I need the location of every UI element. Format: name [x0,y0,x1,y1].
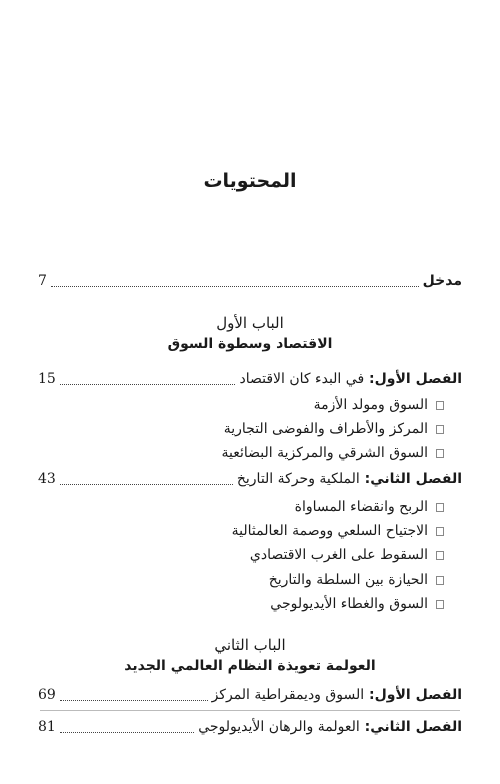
part-heading: الباب الثاني [214,636,286,654]
toc-section[interactable]: السقوط على الغرب الاقتصادي [250,544,444,566]
dot-leader [60,484,233,485]
square-bullet-icon [436,401,444,410]
square-bullet-icon [436,551,444,560]
toc-section[interactable]: الاجتياح السلعي ووصمة العالمثالية [232,520,444,542]
toc-entry-label: الفصل الأول: السوق وديمقراطية المركز [211,687,462,703]
toc-section[interactable]: السوق الشرقي والمركزية البضائعية [221,442,444,464]
page-number: 69 [38,687,56,703]
toc-section[interactable]: المركز والأطراف والفوضى التجارية [224,418,444,440]
page-number: 81 [38,719,56,735]
toc-section[interactable]: الربح وانقضاء المساواة [295,496,444,518]
square-bullet-icon [436,425,444,434]
dot-leader [60,384,236,385]
toc-section[interactable]: السوق ومولد الأزمة [314,394,444,416]
dot-leader [60,700,208,701]
square-bullet-icon [436,449,444,458]
toc-entry-label: الفصل الأول: في البدء كان الاقتصاد [239,371,462,387]
dot-leader [51,286,419,287]
dot-leader [60,732,194,733]
toc-entry-label: الفصل الثاني: الملكية وحركة التاريخ [236,471,462,487]
toc-entry-chapter[interactable] [38,716,462,738]
toc-section[interactable]: الحيازة بين السلطة والتاريخ [269,569,444,591]
part-subtitle: الاقتصاد وسطوة السوق [167,336,333,352]
toc-entry-label: الفصل الثاني: العولمة والرهان الأيديولوجي [198,719,462,735]
page-title: المحتويات [203,170,297,192]
square-bullet-icon [436,503,444,512]
toc-entry-label: مدخل [422,273,462,289]
toc-entry-chapter[interactable] [38,684,462,706]
toc-section[interactable]: السوق والغطاء الأيديولوجي [270,593,444,615]
square-bullet-icon [436,600,444,609]
page-number: 43 [38,471,56,487]
square-bullet-icon [436,576,444,585]
square-bullet-icon [436,527,444,536]
part-heading: الباب الأول [216,314,284,332]
toc-entry-chapter[interactable] [38,368,462,390]
page-number: 7 [38,273,47,289]
page-number: 15 [38,371,56,387]
toc-entry-chapter[interactable] [38,468,462,490]
part-subtitle: العولمة تعويذة النظام العالمي الجديد [124,658,376,674]
divider [40,710,460,711]
toc-entry-intro[interactable] [38,270,462,292]
